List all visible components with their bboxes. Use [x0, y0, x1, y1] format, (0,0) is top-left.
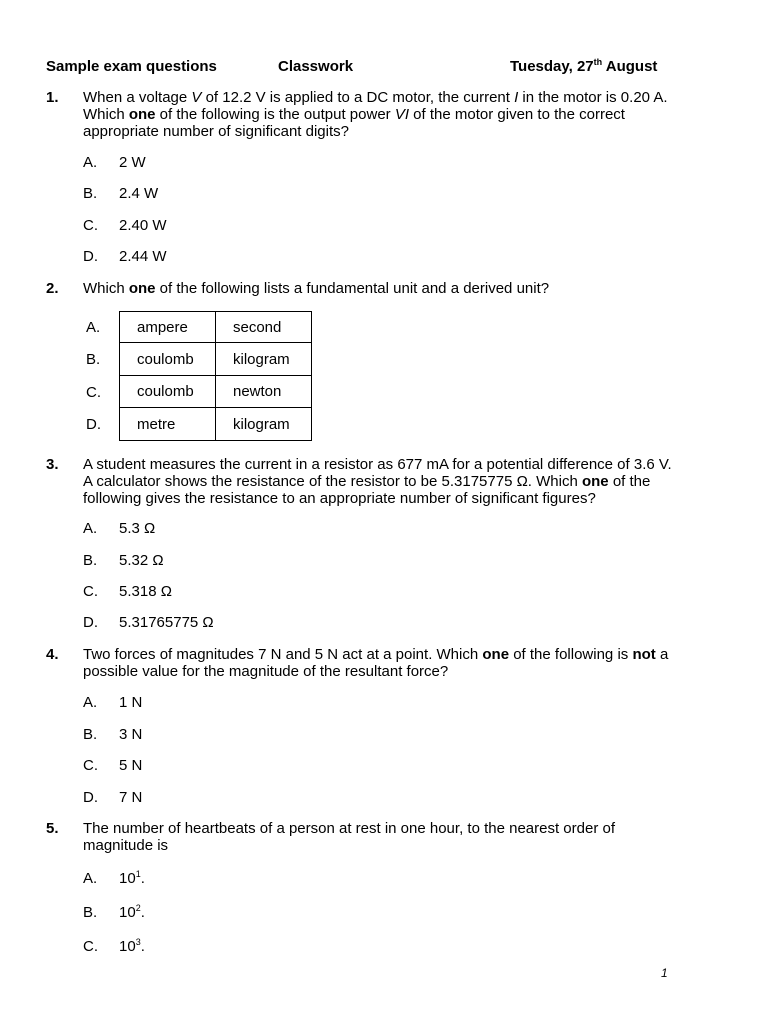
option-d[interactable]	[83, 789, 142, 806]
question-4	[46, 646, 676, 680]
header-title: Sample exam questions	[46, 58, 217, 75]
table-cell: coulomb	[120, 376, 216, 408]
option-letter: C.	[83, 217, 98, 234]
option-text: 2.44 W	[119, 248, 167, 265]
option-base: 10	[119, 938, 136, 955]
option-text: 5.31765775 Ω	[119, 614, 214, 631]
var-v: V	[191, 89, 202, 106]
table-cell: kilogram	[216, 408, 312, 441]
option-text: 5 N	[119, 757, 143, 774]
option-text: 5.3 Ω	[119, 520, 156, 537]
option-letter: D.	[83, 789, 98, 806]
table-cell: ampere	[120, 312, 216, 343]
text-run: in the motor is 0.20 A. Which	[83, 89, 668, 123]
question-number: 5.	[46, 820, 59, 837]
table-cell: second	[216, 312, 312, 343]
var-vi: VI	[394, 106, 410, 123]
question-number: 2.	[46, 280, 59, 297]
option-text: 3 N	[119, 726, 143, 743]
text-run: Which	[83, 280, 129, 297]
header-date-main: Tuesday, 27	[510, 58, 594, 75]
option-letter: D.	[86, 416, 101, 433]
option-text: 5.318 Ω	[119, 583, 172, 600]
header-date-sup: th	[593, 57, 603, 67]
header-classwork: Classwork	[278, 58, 354, 75]
question-3	[46, 456, 676, 507]
option-exponent: 2	[135, 903, 141, 913]
option-text: 7 N	[119, 789, 143, 806]
option-letter: C.	[83, 583, 98, 600]
header-date-month: August	[602, 58, 658, 75]
option-a[interactable]	[83, 694, 142, 711]
page-number: 1	[661, 966, 668, 980]
option-exponent: 3	[135, 937, 141, 947]
option-letter: B.	[86, 351, 101, 368]
option-text: 2.40 W	[119, 217, 167, 234]
text-run: When a voltage	[83, 89, 192, 106]
question-text	[83, 89, 676, 140]
option-letter: A.	[83, 154, 98, 171]
option-letter: C.	[83, 938, 98, 955]
option-b[interactable]	[83, 726, 142, 743]
question-number: 3.	[46, 456, 59, 473]
text-run: of the following is	[509, 646, 633, 663]
page-header	[46, 58, 768, 78]
question-5	[46, 820, 676, 854]
option-letter: C.	[86, 384, 101, 401]
option-end: .	[140, 870, 145, 887]
option-letter: A.	[83, 870, 98, 887]
table-cell: metre	[120, 408, 216, 441]
question-text	[83, 456, 676, 507]
option-b[interactable]	[83, 552, 164, 569]
text-run: of the following gives the resistance to an appropriate number of significant figures?	[83, 473, 651, 507]
emphasis-one: one	[128, 106, 156, 123]
option-letter: B.	[83, 185, 98, 202]
question-text	[83, 646, 676, 680]
text-run: of the following is the output power	[155, 106, 395, 123]
units-table	[119, 311, 312, 441]
table-cell: coulomb	[120, 343, 216, 376]
option-end: .	[140, 938, 145, 955]
option-base: 10	[119, 904, 136, 921]
option-text: 5.32 Ω	[119, 552, 164, 569]
option-c[interactable]	[83, 938, 145, 955]
option-d[interactable]	[83, 248, 167, 265]
option-exponent: 1	[135, 869, 141, 879]
option-a[interactable]	[83, 520, 155, 537]
question-1	[46, 89, 676, 140]
emphasis-one: one	[581, 473, 609, 490]
table-row[interactable]	[120, 312, 312, 343]
option-b[interactable]	[83, 185, 158, 202]
option-c[interactable]	[83, 757, 142, 774]
table-row[interactable]	[120, 343, 312, 376]
option-b[interactable]	[83, 904, 145, 921]
option-d[interactable]	[83, 614, 214, 631]
table-row[interactable]	[120, 376, 312, 408]
option-letter: B.	[83, 726, 98, 743]
option-letter: A.	[83, 694, 98, 711]
text-run: a possible value for the magnitude of the resultant force?	[83, 646, 669, 680]
header-date	[510, 58, 657, 75]
option-letter: A.	[83, 520, 98, 537]
option-letter: D.	[83, 248, 98, 265]
question-2	[46, 280, 676, 297]
question-number: 4.	[46, 646, 59, 663]
option-text: 1 N	[119, 694, 143, 711]
option-base: 10	[119, 870, 136, 887]
option-text: 2.4 W	[119, 185, 159, 202]
table-cell: kilogram	[216, 343, 312, 376]
text-run: A student measures the current in a resistor as 677 mA for a potential difference of 3.6 V. A calculator shows the resistance of the resistor to be 5.3175775 Ω. Which	[83, 456, 672, 490]
option-letter: B.	[83, 552, 98, 569]
option-c[interactable]	[83, 217, 167, 234]
emphasis-one: one	[482, 646, 510, 663]
option-letter: A.	[86, 319, 101, 336]
option-a[interactable]	[83, 154, 146, 171]
option-letter: D.	[83, 614, 98, 631]
option-a[interactable]	[83, 870, 145, 887]
question-text: The number of heartbeats of a person at rest in one hour, to the nearest order of magnitude is	[83, 820, 615, 854]
question-number: 1.	[46, 89, 59, 106]
option-letter: C.	[83, 757, 98, 774]
emphasis-one: one	[128, 280, 156, 297]
option-letter: B.	[83, 904, 98, 921]
option-text: 2 W	[119, 154, 146, 171]
text-run: of 12.2 V is applied to a DC motor, the current	[201, 89, 515, 106]
option-end: .	[140, 904, 145, 921]
option-c[interactable]	[83, 583, 172, 600]
question-text	[83, 280, 676, 297]
table-row[interactable]	[120, 408, 312, 441]
emphasis-not: not	[632, 646, 656, 663]
var-i: I	[514, 89, 519, 106]
text-run: Two forces of magnitudes 7 N and 5 N act at a point. Which	[83, 646, 483, 663]
text-run: of the motor given to the correct appropriate number of significant digits?	[83, 106, 625, 140]
text-run: of the following lists a fundamental unit and a derived unit?	[155, 280, 550, 297]
table-cell: newton	[216, 376, 312, 408]
